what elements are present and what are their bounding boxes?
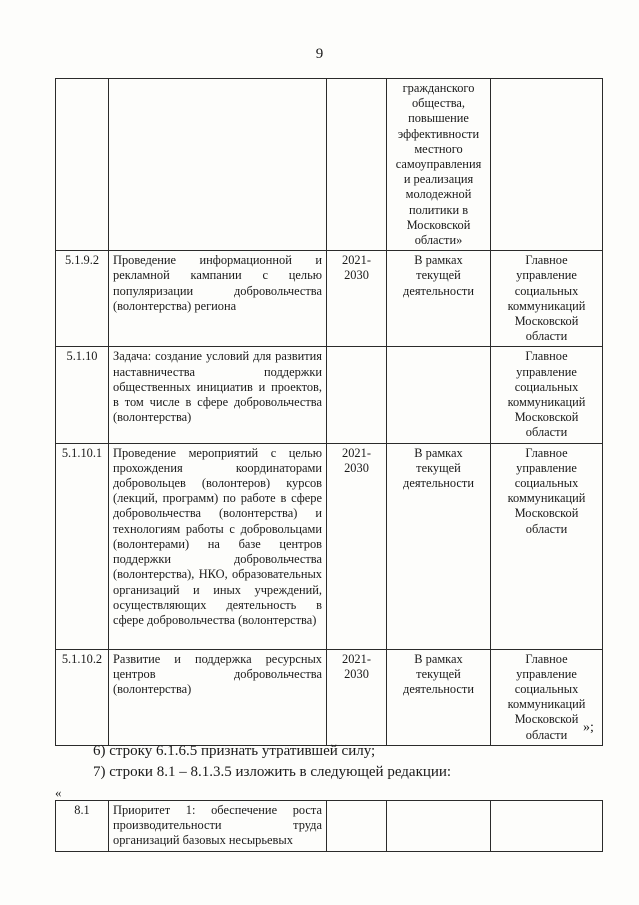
row-result: гражданского общества, повышение эффективности местного самоуправления и реализация молодежной политики в Московской области» (387, 79, 491, 251)
row-description: Развитие и поддержка ресурсных центров добровольчества (волонтерства) (109, 649, 327, 745)
row-period (327, 347, 387, 443)
row-description: Задача: создание условий для развития наставничества поддержки общественных инициатив и проектов, в том числе в сфере добровольчества (волонтерства) (109, 347, 327, 443)
row-period: 2021-2030 (327, 443, 387, 649)
paragraph-7: 7) строки 8.1 – 8.1.3.5 изложить в следующей редакции: (93, 764, 452, 780)
row-responsible: Главное управление социальных коммуникаций Московской области (491, 443, 603, 649)
row-number: 5.1.10.2 (56, 649, 109, 745)
row-result (387, 347, 491, 443)
row-period (327, 801, 387, 852)
table-row (56, 251, 603, 347)
row-responsible: Главное управление социальных коммуникаций Московской области (491, 347, 603, 443)
row-number: 5.1.10.1 (56, 443, 109, 649)
table-row (56, 347, 603, 443)
table-row (56, 801, 603, 852)
row-result: В рамках текущей деятельности (387, 251, 491, 347)
row-description: Проведение мероприятий с целью прохождения координаторами добровольцев (волонтеров) курсов (лекций, программ) по работе в сфере добровольчества (волонтерства) и технологиям работы с добровольцами (волонтерами) на базе центров поддержки добровольчества (волонтерства), НКО, образовательных организаций и иных учреждений, осуществляющих деятельность в сфере добровольчества (волонтерства) (109, 443, 327, 649)
paragraph-6: 6) строку 6.1.6.5 признать утратившей силу; (93, 743, 376, 759)
row-description (109, 79, 327, 251)
row-number (56, 79, 109, 251)
opening-quote: « (55, 785, 62, 800)
row-period: 2021-2030 (327, 649, 387, 745)
row-number: 8.1 (56, 801, 109, 852)
row-description: Приоритет 1: обеспечение роста производительности труда организаций базовых несырьевых (109, 801, 327, 852)
row-responsible: Главное управление социальных коммуникаций Московской области (491, 251, 603, 347)
row-result: В рамках текущей деятельности (387, 443, 491, 649)
table-row (56, 79, 603, 251)
closing-quote: »; (583, 720, 594, 735)
priority-table (55, 800, 603, 852)
row-responsible (491, 79, 603, 251)
row-number: 5.1.9.2 (56, 251, 109, 347)
action-plan-table (55, 78, 603, 746)
table-row (56, 649, 603, 745)
page-number: 9 (315, 46, 324, 62)
row-period: 2021-2030 (327, 251, 387, 347)
row-result (387, 801, 491, 852)
table-row (56, 443, 603, 649)
row-responsible (491, 801, 603, 852)
row-number: 5.1.10 (56, 347, 109, 443)
row-result: В рамках текущей деятельности (387, 649, 491, 745)
row-description: Проведение информационной и рекламной кампании с целью популяризации добровольчества (волонтерства) региона (109, 251, 327, 347)
row-responsible: Главное управление социальных коммуникаций Московской области (491, 649, 603, 745)
row-period (327, 79, 387, 251)
